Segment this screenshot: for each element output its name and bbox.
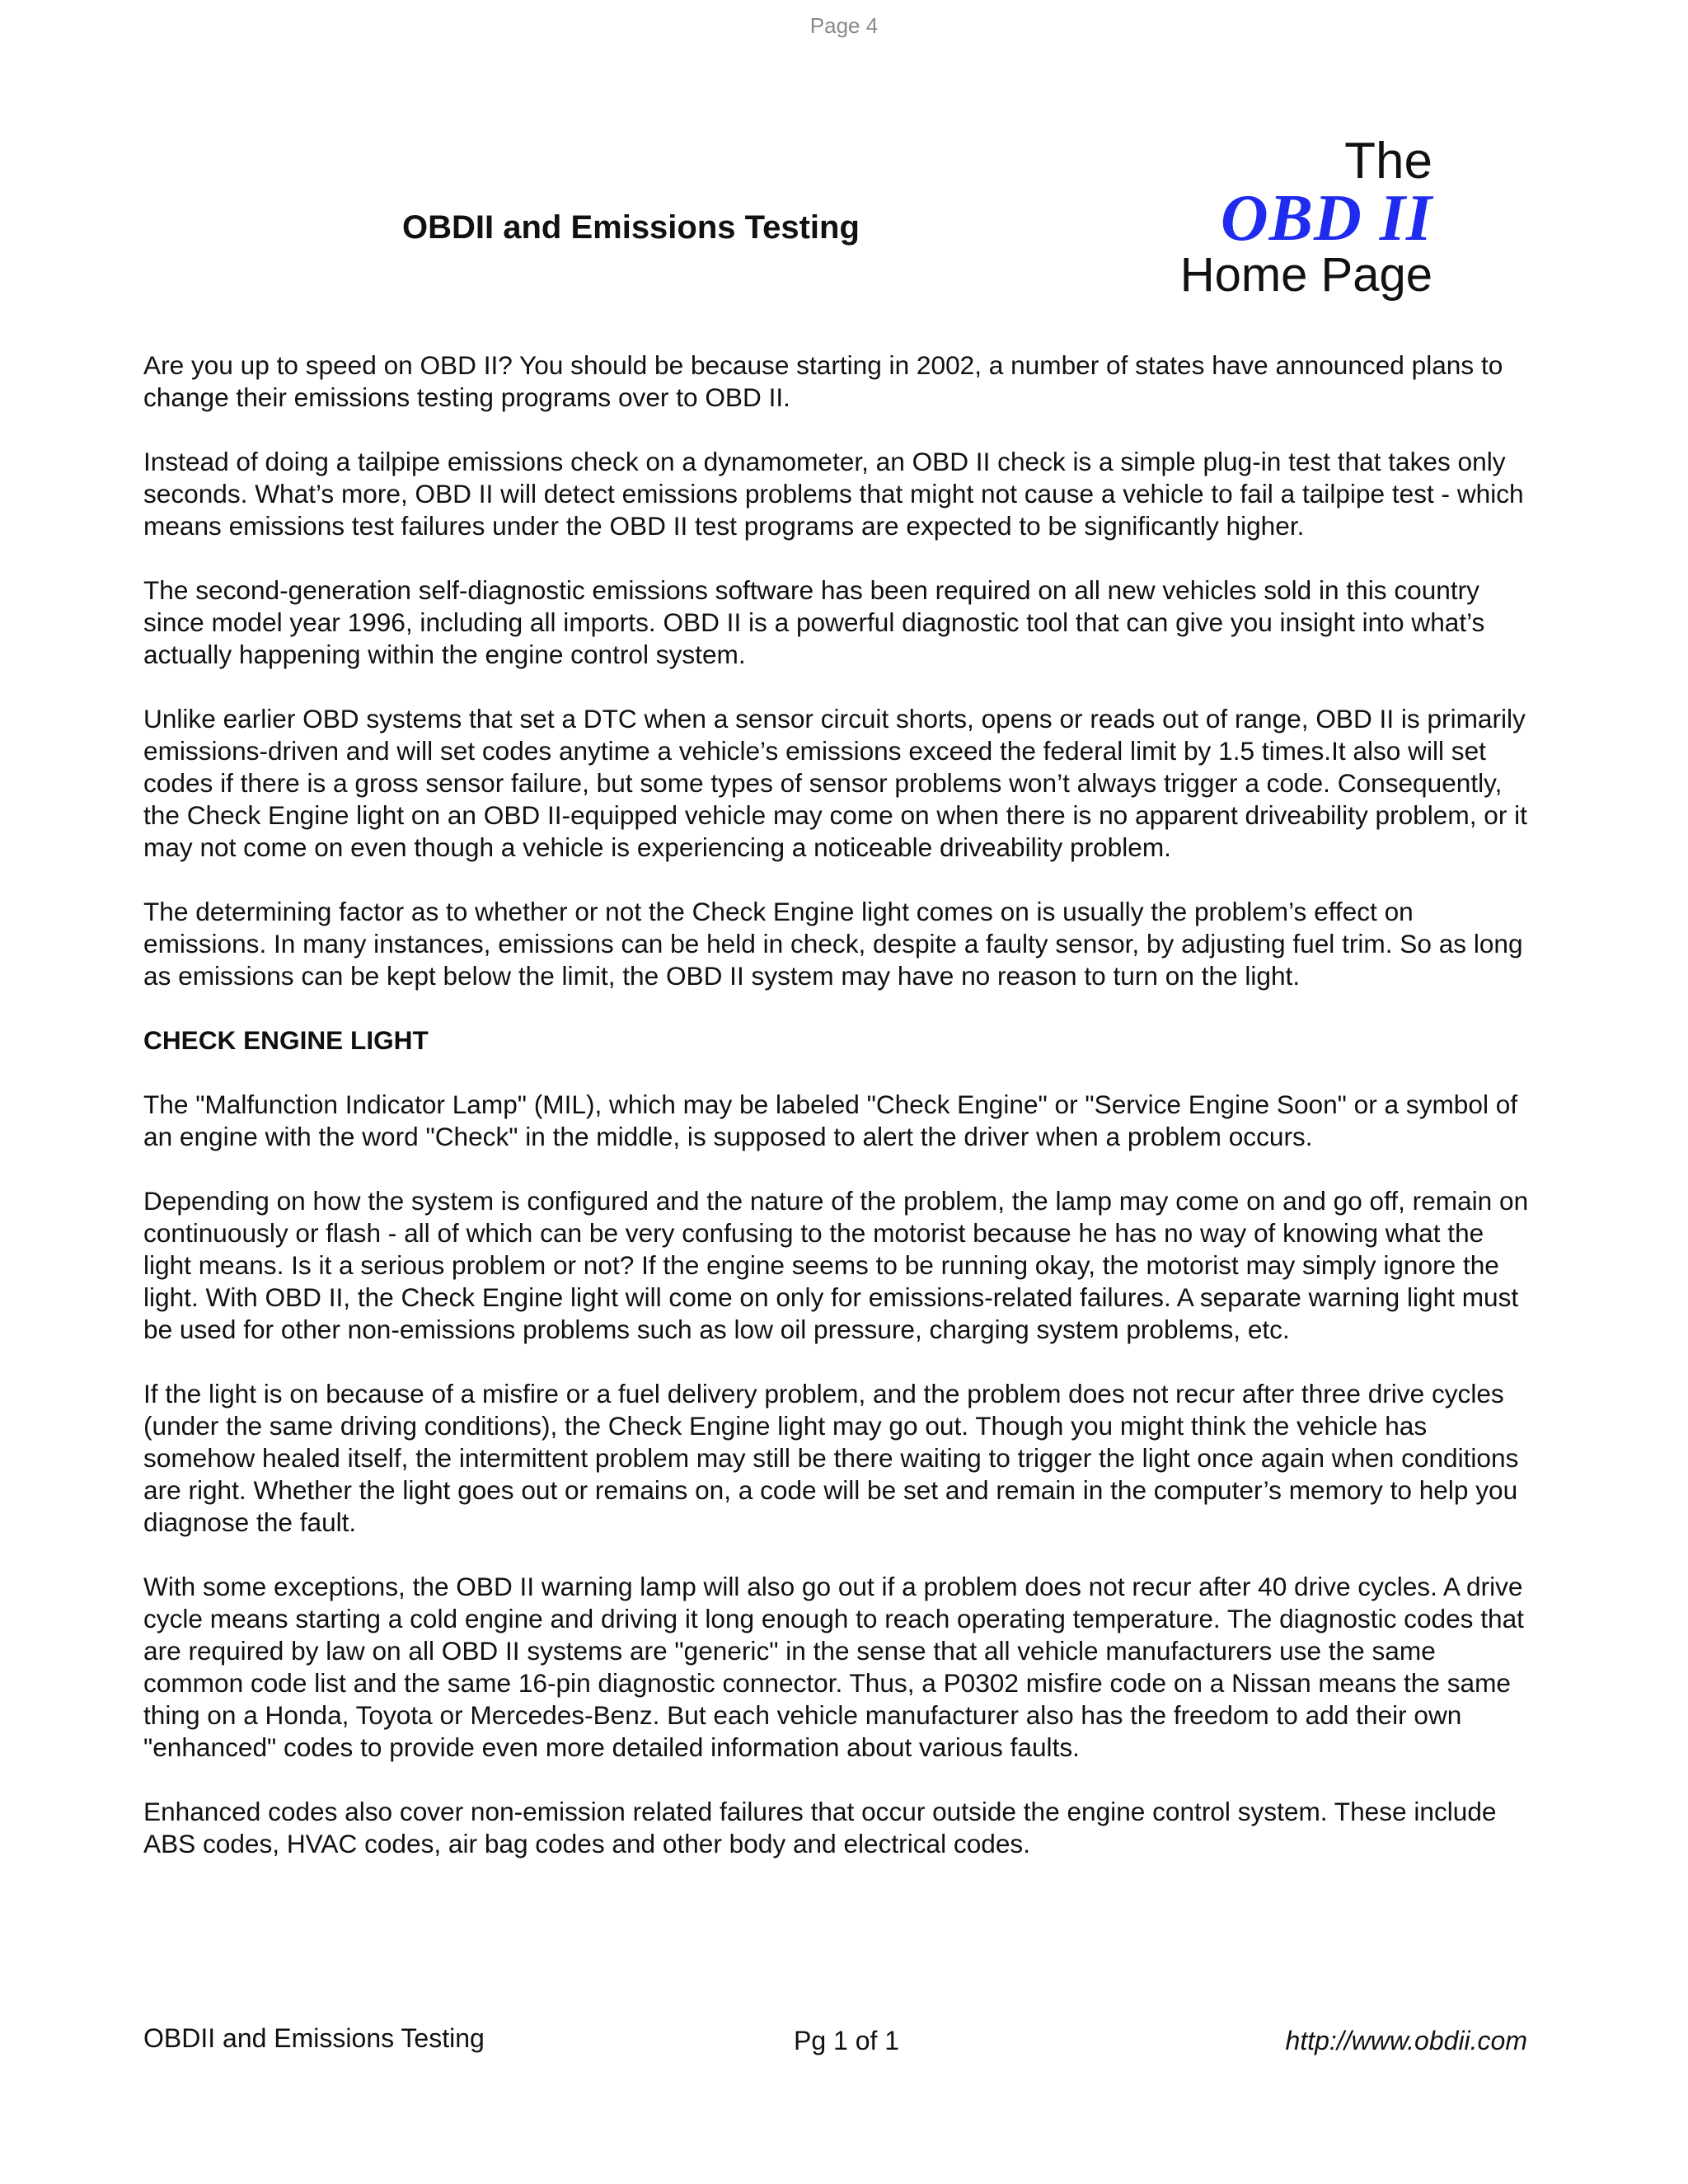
logo-text-home-page: Home Page <box>1179 248 1432 302</box>
paragraph: The second-generation self-diagnostic emissions software has been required on all new vehicles sold in this country since model year 1996, including all imports. OBD II is a powerful diagnostic tool that can give you insight into what’s actually happening within the engine control system. <box>143 575 1485 669</box>
paragraph: Are you up to speed on OBD II? You should be because starting in 2002, a number of states have announced plans to change their emissions testing programs over to OBD II. <box>143 350 1503 412</box>
footer-url-link[interactable]: http://www.obdii.com <box>1285 2026 1527 2055</box>
paragraph: The "Malfunction Indicator Lamp" (MIL), which may be labeled "Check Engine" or "Service Engine Soon" or a symbol of an engine with the word "Check" in the middle, is supposed to alert the driver when a problem occurs. <box>143 1090 1518 1151</box>
paragraph: Unlike earlier OBD systems that set a DTC when a sensor circuit shorts, opens or reads out of range, OBD II is primarily emissions-driven and will set codes anytime a vehicle’s emissions exceed the federal limit by 1.5 times.It also will set codes if there is a gross sensor failure, but some types of sensor problems won’t always trigger a code. Consequently, the Check Engine light on an OBD II-equipped vehicle may come on when there is no apparent driveability problem, or it may not come on even though a vehicle is experiencing a noticeable driveability problem. <box>143 704 1527 862</box>
paragraph: Instead of doing a tailpipe emissions check on a dynamometer, an OBD II check is a simple plug-in test that takes only seconds. What’s more, OBD II will detect emissions problems that might not cause a vehicle to fail a tailpipe test - which means emissions test failures under the OBD II test programs are expected to be significantly higher. <box>143 447 1524 541</box>
paragraph: Enhanced codes also cover non-emission related failures that occur outside the engine control system. These include ABS codes, HVAC codes, air bag codes and other body and electrical codes. <box>143 1797 1497 1858</box>
section-heading: CHECK ENGINE LIGHT <box>143 1025 429 1055</box>
paragraph: If the light is on because of a misfire or a fuel delivery problem, and the problem does not recur after three drive cycles (under the same driving conditions), the Check Engine light may go out. Though you might think the vehicle has somehow healed itself, the intermittent problem may still be there waiting to trigger the light once again when conditions are right. Whether the light goes out or remains on, a code will be set and remain in the computer’s memory to help you diagnose the fault. <box>143 1379 1519 1537</box>
paragraph: Depending on how the system is configured and the nature of the problem, the lamp may come on and go off, remain on continuously or flash - all of which can be very confusing to the motorist because he has no way of knowing what the light means. Is it a serious problem or not? If the engine seems to be running okay, the motorist may simply ignore the light. With OBD II, the Check Engine light will come on only for emissions-related failures. A separate warning light must be used for other non-emissions problems such as low oil pressure, charging system problems, etc. <box>143 1186 1529 1344</box>
logo-text-obd: OBD II <box>1220 182 1432 255</box>
paragraph: The determining factor as to whether or not the Check Engine light comes on is usually the problem’s effect on emissions. In many instances, emissions can be held in check, despite a faulty sensor, by adjusting fuel trim. So as long as emissions can be kept below the limit, the OBD II system may have no reason to turn on the light. <box>143 897 1523 991</box>
logo-text-the: The <box>1344 133 1432 190</box>
footer-document-title: OBDII and Emissions Testing <box>143 2023 485 2053</box>
document-title: OBDII and Emissions Testing <box>402 209 860 246</box>
article-body <box>143 349 1536 1892</box>
footer-page-count: Pg 1 of 1 <box>794 2026 900 2055</box>
obd-home-page-logo[interactable] <box>1162 132 1442 305</box>
page-number: Page 4 <box>809 13 879 38</box>
paragraph: With some exceptions, the OBD II warning lamp will also go out if a problem does not recur after 40 drive cycles. A drive cycle means starting a cold engine and driving it long enough to reach operating temperature. The diagnostic codes that are required by law on all OBD II systems are "generic" in the sense that all vehicle manufacturers use the same common code list and the same 16-pin diagnostic connector. Thus, a P0302 misfire code on a Nissan means the same thing on a Honda, Toyota or Mercedes-Benz. But each vehicle manufacturer also has the freedom to add their own "enhanced" codes to provide even more detailed information about various faults. <box>143 1572 1524 1762</box>
